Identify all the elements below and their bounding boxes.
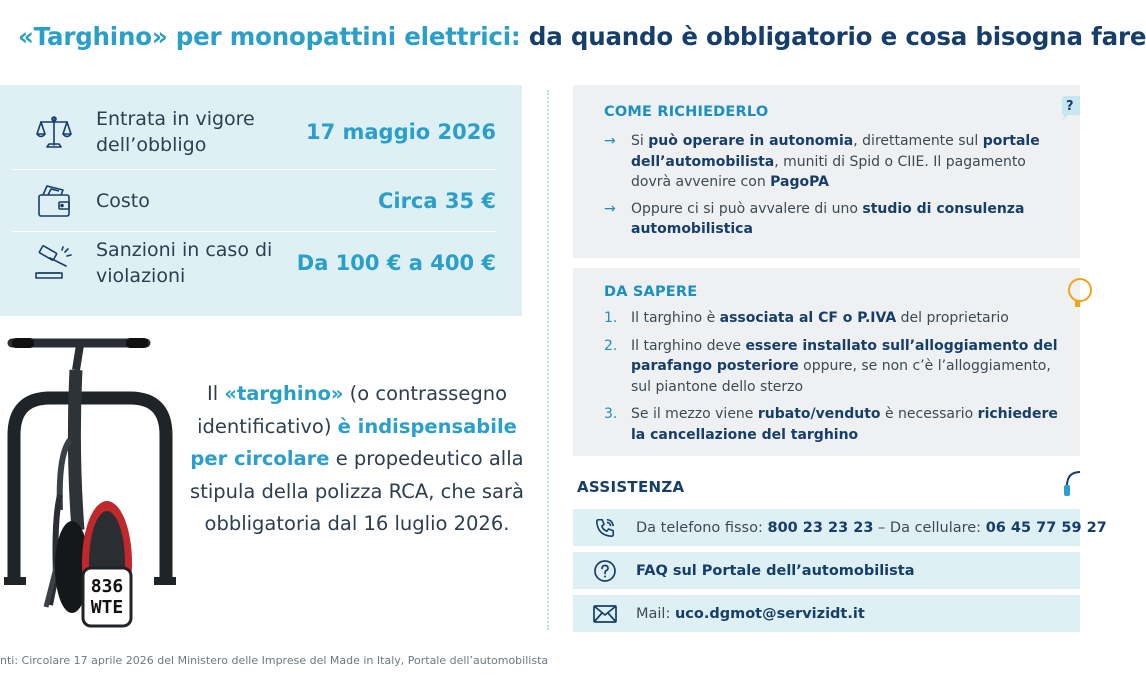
- desc-text: Il: [206, 382, 225, 405]
- how-to-request-panel: [573, 85, 1080, 258]
- fact-label: Sanzioni in caso di violazioni: [96, 239, 273, 287]
- fact-value: Da 100 € a 400 €: [296, 251, 496, 275]
- fact-row-cost: [12, 170, 496, 232]
- list-item: → Si può operare in autonomia, direttamente sul portale dell’automobilista, muniti di Spid o CIIE. Il pagamento dovrà avvenire con PagoPA: [604, 131, 1068, 193]
- title-rest: da quando è obbligatorio e cosa bisogna fare: [520, 22, 1146, 51]
- lightbulb-icon: [1066, 276, 1080, 314]
- faq-link[interactable]: FAQ sul Portale dell’automobilista: [636, 562, 915, 579]
- fact-value: Circa 35 €: [377, 188, 496, 213]
- panel-title: COME RICHIEDERLO: [604, 104, 769, 120]
- plate-number-top: 836: [90, 576, 124, 597]
- assistance-mail-row[interactable]: Mail: uco.dgmot@servizidt.it: [573, 595, 1080, 632]
- desc-highlight: «targhino»: [224, 382, 344, 405]
- mail-link[interactable]: uco.dgmot@servizidt.it: [674, 605, 865, 622]
- scales-icon: [12, 114, 96, 150]
- fact-row-sanctions: [12, 232, 496, 294]
- list-item: 2. Il targhino deve essere installato sull’alloggiamento del parafango posteriore oppure, se non c’è l’alloggiamento, sul piantone dello sterzo: [604, 337, 1058, 395]
- wallet-icon: [12, 183, 96, 219]
- panel-title: DA SAPERE: [604, 284, 698, 300]
- source-note: nti: Circolare 17 aprile 2026 del Ministero delle Imprese del Made in Italy, Portale dell’automobilista: [0, 654, 549, 667]
- mail-icon: [573, 605, 636, 623]
- help-circle-icon: [573, 559, 636, 583]
- page-title: [18, 22, 1146, 51]
- fact-label: Costo: [96, 189, 150, 212]
- fact-value: 17 maggio 2026: [305, 120, 496, 144]
- to-know-panel: [573, 268, 1080, 456]
- to-know-list: [604, 308, 1068, 452]
- desc-text: e propedeutico alla stipula della polizza RCA, che sarà obbligatoria dal 16 luglio 2026.: [190, 447, 524, 536]
- phone-icon: [573, 517, 636, 539]
- list-item: 1. Il targhino è associata al CF o P.IVA del proprietario: [604, 310, 1009, 326]
- svg-text:?: ?: [1066, 99, 1074, 114]
- description-text: [186, 378, 528, 541]
- title-highlight: «Targhino» per monopattini elettrici:: [18, 22, 521, 51]
- arrow-right-icon: →: [604, 133, 616, 149]
- how-to-list: [604, 131, 1068, 246]
- assistance-title: ASSISTENZA: [577, 478, 685, 496]
- gavel-icon: [12, 246, 96, 280]
- fact-row-start-date: [12, 95, 496, 170]
- desc-text: (o contrassegno identificativo): [197, 382, 508, 438]
- list-item: → Oppure ci si può avvalere di uno studio di consulenza automobilistica: [604, 199, 1068, 240]
- desc-highlight: è indispensabile per circolare: [190, 414, 517, 471]
- arrow-right-icon: →: [604, 200, 616, 217]
- plate-number-bottom: WTE: [90, 597, 124, 618]
- assistance-phone-row[interactable]: Da telefono fisso: 800 23 23 23 – Da cellulare: 06 45 77 59 27: [573, 509, 1080, 546]
- scooter-illustration: [0, 325, 185, 645]
- key-facts-box: [0, 85, 522, 316]
- headset-icon: [1063, 468, 1080, 504]
- vertical-divider: [547, 90, 549, 630]
- question-bubble-icon: [1060, 95, 1080, 125]
- assistance-faq-row[interactable]: [573, 552, 1080, 589]
- list-item: 3. Se il mezzo viene rubato/venduto è necessario richiedere la cancellazione del targhino: [604, 406, 1058, 443]
- fact-label: Entrata in vigore dell’obbligo: [96, 108, 255, 156]
